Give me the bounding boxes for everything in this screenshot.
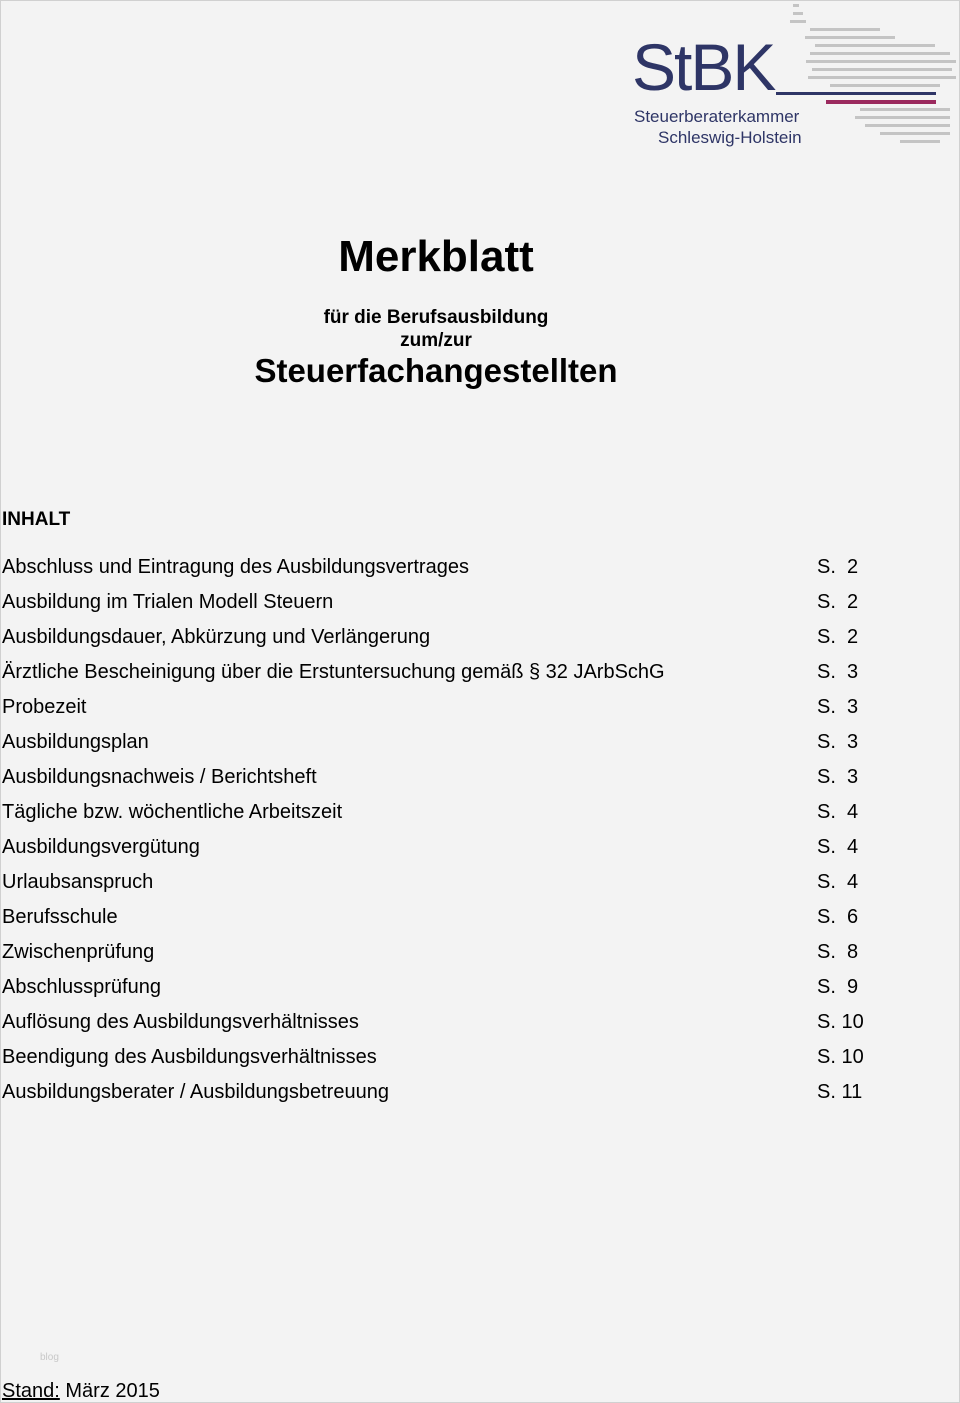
toc-item-page: S. 3 bbox=[817, 766, 859, 788]
toc-item-page: S. 8 bbox=[817, 941, 859, 963]
subtitle-line-3: Steuerfachangestellten bbox=[254, 352, 618, 389]
toc-item bbox=[2, 554, 872, 589]
toc-item-label: Tägliche bzw. wöchentliche Arbeitszeit bbox=[2, 801, 343, 823]
toc-item-page: S. 4 bbox=[817, 836, 859, 858]
subtitle-line-1: für die Berufsausbildung bbox=[323, 307, 549, 328]
footer-value: März 2015 bbox=[65, 1380, 160, 1402]
watermark: blog bbox=[40, 1352, 59, 1363]
toc-item bbox=[2, 799, 872, 834]
toc-item-label: Ausbildungsplan bbox=[2, 731, 149, 753]
footer-label: Stand: bbox=[2, 1380, 60, 1402]
footer-date bbox=[2, 1380, 160, 1403]
logo-org-name: Steuerberaterkammer bbox=[634, 107, 800, 126]
toc-item-page: S. 9 bbox=[817, 976, 859, 998]
toc-item-label: Probezeit bbox=[2, 696, 87, 718]
logo-wordmark: StBK bbox=[632, 30, 775, 104]
toc-item-label: Urlaubsanspruch bbox=[2, 871, 154, 893]
toc-item bbox=[2, 1044, 872, 1079]
document-title: Merkblatt bbox=[338, 232, 534, 281]
toc-item bbox=[2, 974, 872, 1009]
toc-item-page: S. 2 bbox=[817, 556, 859, 578]
toc-item-label: Ausbildungsberater / Ausbildungsbetreuung bbox=[2, 1081, 389, 1103]
toc-item bbox=[2, 764, 872, 799]
toc-item-page: S. 3 bbox=[817, 731, 859, 753]
toc-item-label: Ärztliche Bescheinigung über die Erstuntersuchung gemäß § 32 JArbSchG bbox=[2, 661, 665, 683]
toc-item-label: Beendigung des Ausbildungsverhältnisses bbox=[2, 1046, 377, 1068]
toc-item-label: Abschlussprüfung bbox=[2, 976, 161, 998]
toc-item bbox=[2, 1079, 872, 1114]
toc-item-page: S. 10 bbox=[817, 1011, 864, 1033]
toc-item bbox=[2, 624, 872, 659]
toc-item bbox=[2, 694, 872, 729]
toc-item-page: S. 4 bbox=[817, 871, 859, 893]
toc-item-page: S. 10 bbox=[817, 1046, 864, 1068]
toc-item-page: S. 2 bbox=[817, 591, 859, 613]
toc-item-page: S. 6 bbox=[817, 906, 859, 928]
toc-heading: INHALT bbox=[2, 509, 71, 530]
toc-item bbox=[2, 1009, 872, 1044]
toc-item bbox=[2, 729, 872, 764]
toc-item-page: S. 3 bbox=[817, 661, 859, 683]
toc-item-label: Ausbildungsdauer, Abkürzung und Verlängerung bbox=[2, 626, 431, 648]
toc-item-label: Ausbildungsvergütung bbox=[2, 836, 200, 858]
toc-item bbox=[2, 869, 872, 904]
toc-item bbox=[2, 834, 872, 869]
toc-item bbox=[2, 589, 872, 624]
toc-item bbox=[2, 659, 872, 694]
table-of-contents bbox=[2, 554, 872, 1114]
toc-item bbox=[2, 939, 872, 974]
subtitle-line-2: zum/zur bbox=[400, 330, 472, 351]
toc-item-label: Abschluss und Eintragung des Ausbildungsvertrages bbox=[2, 556, 469, 578]
toc-item-page: S. 2 bbox=[817, 626, 859, 648]
toc-item-label: Auflösung des Ausbildungsverhältnisses bbox=[2, 1011, 359, 1033]
toc-item-label: Berufsschule bbox=[2, 906, 118, 928]
toc-item-page: S. 11 bbox=[817, 1081, 863, 1103]
toc-item-page: S. 4 bbox=[817, 801, 859, 823]
toc-item-label: Ausbildung im Trialen Modell Steuern bbox=[2, 591, 334, 613]
toc-item-label: Ausbildungsnachweis / Berichtsheft bbox=[2, 766, 317, 788]
toc-item-page: S. 3 bbox=[817, 696, 859, 718]
logo-region: Schleswig-Holstein bbox=[658, 128, 802, 147]
stbk-logo bbox=[630, 0, 960, 160]
toc-item-label: Zwischenprüfung bbox=[2, 941, 155, 963]
toc-item bbox=[2, 904, 872, 939]
